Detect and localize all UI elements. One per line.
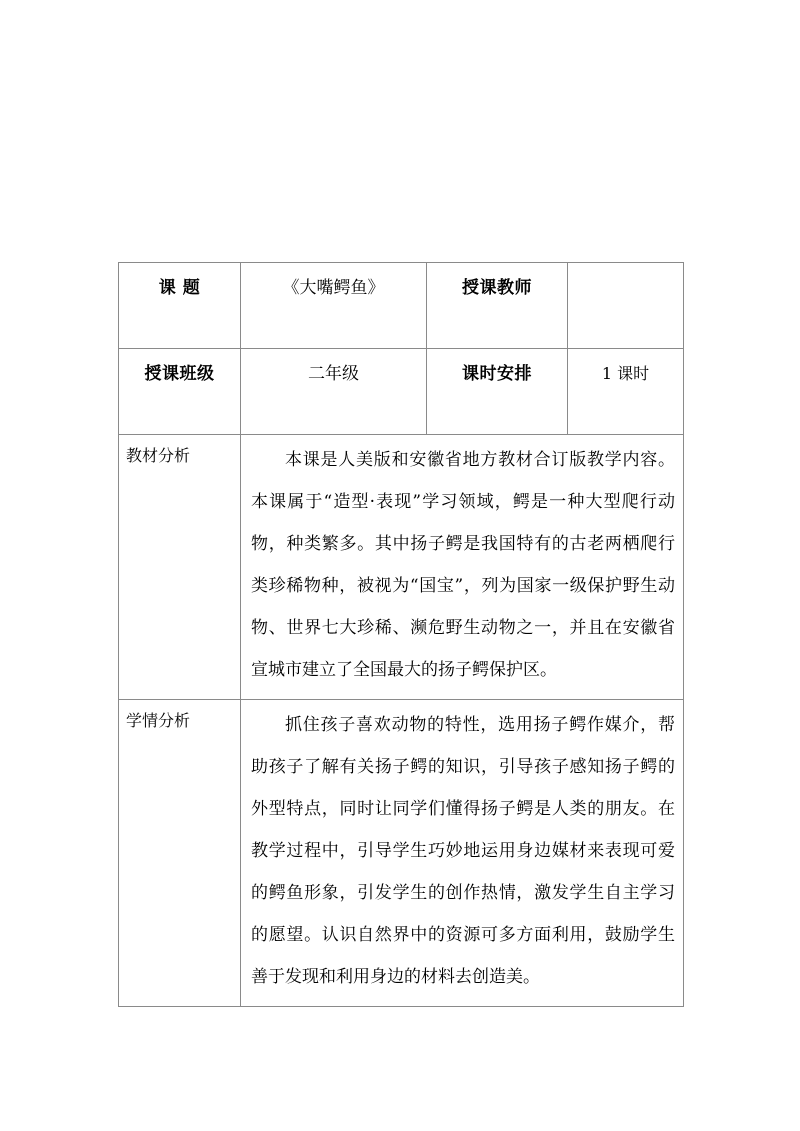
cell-material-analysis-text <box>241 435 684 700</box>
cell-material-analysis-label <box>119 435 241 700</box>
cell-topic-value <box>241 263 427 349</box>
topic-value: 《大嘴鳄鱼》 <box>282 278 385 298</box>
table-row-topic <box>119 263 684 349</box>
student-analysis-text: 抓住孩子喜欢动物的特性，选用扬子鳄作媒介，帮助孩子了解有关扬子鳄的知识，引导孩子感知扬子鳄的外型特点，同时让同学们懂得扬子鳄是人类的朋友。在教学过程中，引导学生巧妙地运用身边媒材来表现可爱的鳄鱼形象，引发学生的创作热情，激发学生自主学习的愿望。认识自然界中的资源可多方面利用，鼓励学生善于发现和利用身边的材料去创造美。 <box>251 715 675 987</box>
teacher-value <box>568 263 683 297</box>
cell-periods-value <box>568 349 684 435</box>
teacher-label: 授课教师 <box>462 278 532 298</box>
cell-student-analysis-text <box>241 700 684 1007</box>
cell-class-value <box>241 349 427 435</box>
topic-label: 课 题 <box>158 278 201 298</box>
class-value: 二年级 <box>308 364 359 384</box>
class-label: 授课班级 <box>144 364 215 384</box>
cell-periods-label <box>427 349 568 435</box>
cell-topic-label <box>119 263 241 349</box>
table-row-student-analysis <box>119 700 684 1007</box>
material-analysis-label: 教材分析 <box>126 446 191 465</box>
cell-teacher-label <box>427 263 568 349</box>
lesson-plan-table <box>118 262 684 1007</box>
cell-teacher-value <box>568 263 684 349</box>
cell-student-analysis-label <box>119 700 241 1007</box>
periods-value: 1 课时 <box>601 364 650 383</box>
cell-class-label <box>119 349 241 435</box>
table-row-class <box>119 349 684 435</box>
periods-label: 课时安排 <box>462 364 532 384</box>
table-row-material-analysis <box>119 435 684 700</box>
student-analysis-label: 学情分析 <box>126 711 191 730</box>
material-analysis-text: 本课是人美版和安徽省地方教材合订版教学内容。本课属于“造型·表现”学习领域，鳄是一种大型爬行动物，种类繁多。其中扬子鳄是我国特有的古老两栖爬行类珍稀物种，被视为“国宝”，列为国家一级保护野生动物、世界七大珍稀、濒危野生动物之一，并且在安徽省宣城市建立了全国最大的扬子鳄保护区。 <box>251 450 675 680</box>
